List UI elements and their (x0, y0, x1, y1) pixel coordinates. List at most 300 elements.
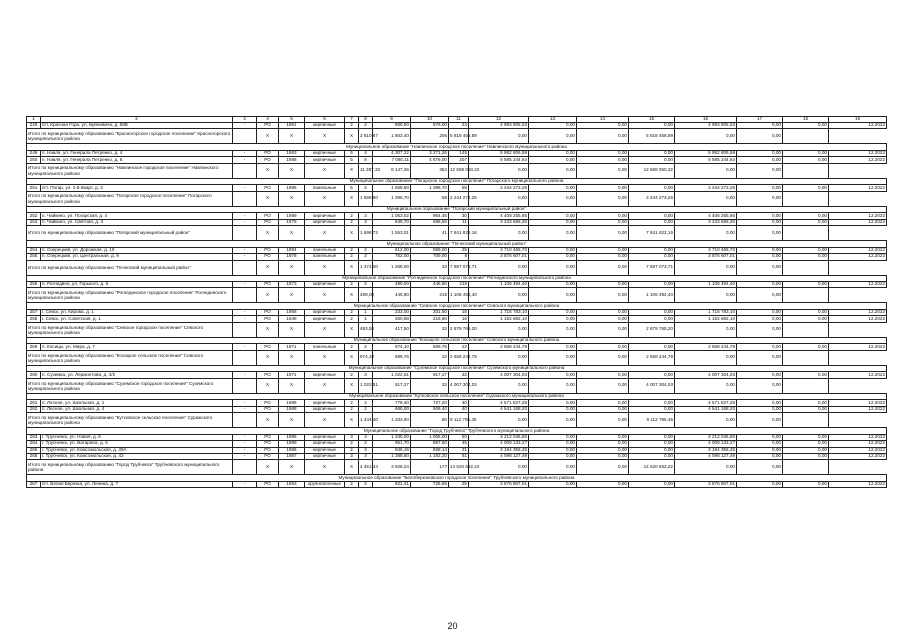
total-cell: 0,00 (577, 260, 629, 275)
table-cell: 1 396,70 (411, 185, 449, 191)
column-number-cell: 13 (529, 117, 577, 123)
table-cell: кирпичные (305, 282, 345, 288)
total-cell (783, 129, 829, 144)
section-title: Муниципальное образование "Навлинское городское поселение" Навлинского муниципального района (27, 144, 887, 151)
address-cell: п. Рогнедино, ул. Горького, д. 6 (41, 282, 233, 288)
total-cell: 352 (411, 163, 449, 178)
total-label: Итого по муниципальному образованию "Косицкое сельское поселение" Севского муниципального района (27, 350, 233, 365)
table-cell: 0,00 (783, 447, 829, 453)
table-cell: 559,00 (411, 247, 449, 253)
total-cell (783, 260, 829, 275)
table-cell: РО (257, 254, 279, 260)
total-cell: 0,00 (737, 378, 783, 393)
table-cell: 252 (27, 213, 41, 219)
section-header-row (27, 206, 887, 213)
total-cell: 33 (411, 260, 449, 275)
total-row (27, 191, 887, 206)
column-number-cell: 17 (737, 117, 783, 123)
table-cell: 606,40 (411, 406, 449, 412)
table-cell: 0,00 (737, 150, 783, 156)
table-cell: 3 433 566,30 (469, 219, 529, 225)
table-cell: 4 541 168,20 (675, 406, 737, 412)
section-title: Муниципальное образование "Почепский муниципальный район" (27, 241, 887, 248)
table-cell: РО (257, 310, 279, 316)
total-cell: X (345, 460, 359, 475)
total-cell: 0,00 (737, 322, 783, 337)
table-cell: РО (257, 400, 279, 406)
table-cell: 1986 (279, 400, 305, 406)
table-cell: 0,00 (577, 316, 629, 322)
total-cell: 0,00 (577, 163, 629, 178)
table-cell: 253 (27, 219, 41, 225)
table-cell: 4 007 304,03 (675, 372, 737, 378)
total-label: Итого по муниципальному образованию "Красногорское городское поселение" Красногорского муниципального района (27, 129, 233, 144)
table-cell: 0,00 (737, 372, 783, 378)
section-header-row (27, 428, 887, 435)
total-cell: 0,00 (577, 226, 629, 241)
table-cell: 0,00 (629, 441, 675, 447)
table-cell: 0,00 (629, 213, 675, 219)
column-number-cell: 19 (829, 117, 887, 123)
table-cell: 0,00 (783, 282, 829, 288)
table-cell: панельные (305, 185, 345, 191)
table-cell: 0,00 (783, 434, 829, 440)
total-cell: X (279, 129, 305, 144)
table-cell: 0,00 (783, 344, 829, 350)
table-cell: 12.2022 (829, 434, 887, 440)
total-cell: 58 (411, 191, 449, 206)
total-cell: 0,00 (737, 288, 783, 303)
table-cell: кирпичные (305, 372, 345, 378)
total-cell: 0,00 (529, 460, 577, 475)
table-cell: 0,00 (577, 400, 629, 406)
table-cell: 260 (27, 372, 41, 378)
table-cell: - (233, 481, 257, 487)
table-cell: 0,00 (783, 254, 829, 260)
total-cell: 8 147,26 (373, 163, 411, 178)
table-cell: 2 (359, 406, 373, 412)
total-cell: X (305, 288, 345, 303)
table-cell: 1 005,00 (411, 434, 449, 440)
table-cell: 0,00 (529, 441, 577, 447)
column-number-cell: 4 (257, 117, 279, 123)
table-cell: 240 (27, 123, 41, 129)
table-cell: 2 (359, 344, 373, 350)
table-cell: панельные (305, 344, 345, 350)
table-cell: 12.2022 (829, 282, 887, 288)
table-cell: РО (257, 219, 279, 225)
total-row (27, 350, 887, 365)
address-cell: п. Чайкино, ул. Светлая, д. 3 (41, 219, 233, 225)
table-cell: 0,00 (577, 310, 629, 316)
total-cell: X (345, 322, 359, 337)
table-cell: - (233, 219, 257, 225)
total-cell: 1 106 494,40 (629, 288, 675, 303)
table-cell: 0,00 (529, 481, 577, 487)
table-cell: кирпичные (305, 447, 345, 453)
total-cell: 0,00 (529, 413, 577, 428)
total-row (27, 129, 887, 144)
column-number-cell: 7 (345, 117, 359, 123)
total-cell: 0,00 (469, 378, 529, 393)
address-cell: г. Севск, ул. Советская, д. 1 (41, 316, 233, 322)
total-cell: X (279, 163, 305, 178)
table-cell: 0,00 (737, 453, 783, 459)
table-cell: 828,14 (411, 447, 449, 453)
address-cell: г. Севск, ул. Кирова, д. 1 (41, 310, 233, 316)
table-cell: 778,40 (373, 400, 411, 406)
table-cell: 0,00 (577, 185, 629, 191)
total-cell (233, 129, 257, 144)
total-label: Итого по муниципальному образованию "Кутковское сельское поселение" Суражского муниципального района (27, 413, 233, 428)
total-cell: 0,00 (577, 378, 629, 393)
table-cell: 0,00 (577, 447, 629, 453)
total-cell: 0,00 (469, 129, 529, 144)
total-cell: 2 658 244,79 (629, 350, 675, 365)
column-number-cell: 9 (373, 117, 411, 123)
table-cell: 262 (27, 406, 41, 412)
table-cell: 0,00 (737, 441, 783, 447)
table-cell: 6 585 244,64 (469, 157, 529, 163)
table-body (27, 117, 887, 488)
table-cell: 1971 (279, 372, 305, 378)
total-cell (233, 226, 257, 241)
table-cell: 31 (449, 447, 469, 453)
table-cell: 964,45 (411, 213, 449, 219)
total-cell: 0,00 (577, 288, 629, 303)
total-cell: 7 841 822,16 (629, 226, 675, 241)
column-number-cell: 16 (675, 117, 737, 123)
table-cell: 2 (345, 372, 359, 378)
section-header-row (27, 144, 887, 151)
column-number-cell: 11 (449, 117, 469, 123)
total-cell: X (305, 129, 345, 144)
total-cell (233, 288, 257, 303)
table-cell: РО (257, 247, 279, 253)
total-cell: 2 244 273,26 (629, 191, 675, 206)
total-cell: 0,00 (675, 378, 737, 393)
table-cell: 3 710 466,70 (675, 247, 737, 253)
table-cell: 0,00 (737, 282, 783, 288)
total-cell: 1 698,72 (359, 226, 373, 241)
table-cell: 2 (345, 213, 359, 219)
table-cell: 2 (345, 406, 359, 412)
total-cell: 32 (411, 322, 449, 337)
table-cell: 24 (449, 123, 469, 129)
table-cell: 726,69 (411, 481, 449, 487)
table-cell: 0,00 (577, 481, 629, 487)
address-cell: п. Лесное, ул. Школьная, д. 1 (41, 400, 233, 406)
table-cell: РО (257, 157, 279, 163)
total-cell: X (257, 378, 279, 393)
table-cell: - (233, 247, 257, 253)
table-cell: РО (257, 406, 279, 412)
total-cell: 9 112 795,45 (449, 413, 469, 428)
table-cell: 0,00 (783, 372, 829, 378)
table-cell: 0,00 (529, 254, 577, 260)
table-cell: - (233, 441, 257, 447)
table-cell: кирпичные (305, 150, 345, 156)
table-cell: 0,00 (629, 372, 675, 378)
table-cell: 207 (449, 157, 469, 163)
total-cell: 41 (411, 226, 449, 241)
total-cell (233, 350, 257, 365)
table-cell: 2 (345, 123, 359, 129)
table-cell: 0,00 (529, 372, 577, 378)
table-cell: 4 098 127,49 (675, 453, 737, 459)
total-cell: X (257, 350, 279, 365)
total-cell: X (345, 260, 359, 275)
total-cell (783, 413, 829, 428)
total-cell: 0,00 (577, 191, 629, 206)
address-cell: п. Чайкино, ул. Погарская, д. 4 (41, 213, 233, 219)
table-cell: 0,00 (577, 441, 629, 447)
section-title: Муниципальное образование "Погарский муниципальный район" (27, 206, 887, 213)
total-cell: X (257, 322, 279, 337)
table-cell: 2 (359, 481, 373, 487)
table-cell: 0,00 (629, 150, 675, 156)
table-cell: 255 (27, 254, 41, 260)
total-row (27, 163, 887, 178)
column-number-cell: 12 (469, 117, 529, 123)
table-cell: 40 (449, 406, 469, 412)
table-cell: 40 (449, 400, 469, 406)
table-cell: 0,00 (737, 185, 783, 191)
total-label: Итого по муниципальному образованию "Рогнединское городское поселение" Рогнединского муниципального района (27, 288, 233, 303)
table-cell: 0,00 (629, 447, 675, 453)
table-cell: 3 (359, 453, 373, 459)
table-cell: 4 408 255,86 (469, 213, 529, 219)
table-cell: 3 184 356,25 (675, 447, 737, 453)
table-cell: 12.2022 (829, 247, 887, 253)
table-cell: кирпичные (305, 219, 345, 225)
table-cell: 2 (345, 254, 359, 260)
total-cell: 0,00 (675, 350, 737, 365)
table-cell: 0,00 (629, 406, 675, 412)
table-cell: 917,27 (411, 372, 449, 378)
column-number-cell: 5 (279, 117, 305, 123)
table-cell: 2 244 273,26 (469, 185, 529, 191)
table-cell: 4 571 627,25 (469, 400, 529, 406)
table-cell: РО (257, 481, 279, 487)
address-cell: п. Озерецкий, ул. Дорожная, д. 19 (41, 247, 233, 253)
total-cell: X (345, 378, 359, 393)
section-header-row (27, 275, 887, 282)
table-cell: 12.2022 (829, 254, 887, 260)
table-cell: 1956 (279, 310, 305, 316)
table-cell: 0,00 (737, 254, 783, 260)
table-cell: 5 982 806,58 (469, 150, 529, 156)
total-cell (783, 226, 829, 241)
table-cell: 674,10 (373, 344, 411, 350)
table-cell: РО (257, 282, 279, 288)
table-cell: 3 876 607,01 (675, 254, 737, 260)
total-cell (233, 460, 257, 475)
total-cell: 7 841 822,16 (449, 226, 469, 241)
table-cell: 0,00 (577, 219, 629, 225)
table-cell: 3 433 566,30 (675, 219, 737, 225)
table-cell: 588,56 (411, 219, 449, 225)
table-cell: 12.2022 (829, 441, 887, 447)
table-cell: 0,00 (629, 344, 675, 350)
table-cell: 0,00 (577, 150, 629, 156)
table-cell: 0,00 (577, 282, 629, 288)
table-cell: 12.2022 (829, 310, 887, 316)
table-cell: - (233, 400, 257, 406)
total-cell: 446,80 (373, 288, 411, 303)
total-cell: 12 568 050,22 (629, 163, 675, 178)
section-title: Муниципальное образование "Суземское городское поселение" Суземского муниципального района (27, 365, 887, 372)
table-cell: 0,00 (529, 185, 577, 191)
table-cell: 8 (359, 157, 373, 163)
table-cell: 12.2022 (829, 185, 887, 191)
table-cell: 589,76 (411, 344, 449, 350)
table-cell: 2 (359, 123, 373, 129)
total-cell: X (257, 226, 279, 241)
table-cell: 2 (345, 481, 359, 487)
table-cell: 4 098 127,49 (469, 453, 529, 459)
total-cell: X (305, 226, 345, 241)
table-cell: 2 (345, 219, 359, 225)
table-cell: 0,00 (577, 406, 629, 412)
table-cell: 0,00 (629, 123, 675, 129)
table-cell: 264 (27, 441, 41, 447)
table-cell: 2 (345, 310, 359, 316)
table-cell: 0,00 (529, 310, 577, 316)
table-cell: 1963 (279, 481, 305, 487)
table-cell: 0,00 (783, 310, 829, 316)
table-cell: 821,41 (373, 481, 411, 487)
table-cell: 201,90 (411, 310, 449, 316)
table-cell: 1 053,02 (373, 213, 411, 219)
total-cell: X (305, 460, 345, 475)
table-cell: 0,00 (629, 247, 675, 253)
table-cell: 1987 (279, 453, 305, 459)
total-cell: 674,10 (359, 350, 373, 365)
table-cell: 4 009 133,27 (469, 441, 529, 447)
table-cell: 250 (27, 157, 41, 163)
total-cell: X (279, 378, 305, 393)
column-number-cell: 14 (577, 117, 629, 123)
table-cell: 30 (449, 213, 469, 219)
table-cell: 12.2022 (829, 372, 887, 378)
table-cell: 446,80 (411, 282, 449, 288)
table-cell: панельные (305, 247, 345, 253)
table-cell: 1978 (279, 254, 305, 260)
table-cell: 0,00 (577, 247, 629, 253)
total-cell: 2 244 273,26 (449, 191, 469, 206)
table-cell: 0,00 (737, 344, 783, 350)
table-cell: 12.2022 (829, 157, 887, 163)
table-cell: 3 876 607,01 (469, 481, 529, 487)
table-cell: 0,00 (737, 447, 783, 453)
total-cell (783, 288, 829, 303)
total-cell (783, 350, 829, 365)
table-cell: 12.2022 (829, 406, 887, 412)
table-cell: панельные (305, 254, 345, 260)
table-cell: 2 658 244,79 (675, 344, 737, 350)
table-cell: 0,00 (737, 213, 783, 219)
table-cell: кирпичные (305, 157, 345, 163)
table-cell: 12.2022 (829, 453, 887, 459)
table-cell: 0,00 (577, 123, 629, 129)
table-cell: 1988 (279, 157, 305, 163)
table-cell: 16 (449, 316, 469, 322)
section-title: Муниципальное образование "Кутковское сельское поселение" Суражского муниципального района (27, 393, 887, 400)
table-cell: кирпичные (305, 406, 345, 412)
table-cell: 3 (359, 213, 373, 219)
total-cell: X (279, 226, 305, 241)
table-cell: 16 (449, 310, 469, 316)
table-cell: кирпичные (305, 316, 345, 322)
table-cell: 1988 (279, 406, 305, 412)
section-header-row (27, 393, 887, 400)
table-cell: 12.2022 (829, 400, 887, 406)
table-cell: - (233, 282, 257, 288)
total-cell: X (345, 129, 359, 144)
address-cell: пгт. Белая Березка, ул. Ленина, д. 7 (41, 481, 233, 487)
table-cell: 50 (449, 434, 469, 440)
table-cell: 4 408 255,86 (675, 213, 737, 219)
table-cell: кирпичные (305, 434, 345, 440)
total-cell: 0,00 (469, 226, 529, 241)
table-cell: 2 (359, 247, 373, 253)
table-cell: 0,00 (529, 150, 577, 156)
table-cell: - (233, 453, 257, 459)
table-cell: 260,58 (373, 316, 411, 322)
table-cell: 2 (345, 441, 359, 447)
table-cell: 12.2022 (829, 219, 887, 225)
table-cell: 249 (27, 150, 41, 156)
total-row (27, 460, 887, 475)
total-cell: 0,00 (469, 322, 529, 337)
table-cell: 676,00 (411, 123, 449, 129)
table-cell: 0,00 (783, 185, 829, 191)
total-cell: 0,00 (529, 163, 577, 178)
table-cell: 12.2022 (829, 150, 887, 156)
table-cell: 0,00 (577, 344, 629, 350)
table-cell: 1 162 982,10 (675, 316, 737, 322)
total-row (27, 260, 887, 275)
table-cell: 6 585 244,64 (675, 157, 737, 163)
total-cell: 1 553,01 (373, 226, 411, 241)
table-cell: 3 184 356,25 (469, 447, 529, 453)
table-cell: 0,00 (629, 310, 675, 316)
table-cell: 0,00 (737, 157, 783, 163)
table-cell: 12.2022 (829, 447, 887, 453)
total-cell: 0,00 (675, 191, 737, 206)
table-cell: 251 (27, 185, 41, 191)
column-number-cell: 2 (41, 117, 233, 123)
total-label: Итого по муниципальному образованию "Навлинское городское поселение" Навлинского муниципального района (27, 163, 233, 178)
repair-register-table (26, 116, 887, 488)
table-cell: 263 (27, 434, 41, 440)
total-cell: X (257, 260, 279, 275)
table-cell: 4 009 133,27 (675, 441, 737, 447)
address-cell: г. Трубчевск, ул. Комсомольская, д. 39А (41, 447, 233, 453)
table-cell: 0,00 (629, 254, 675, 260)
total-cell: 3 926,24 (373, 460, 411, 475)
table-cell: 0,00 (737, 123, 783, 129)
total-cell: 0,00 (577, 413, 629, 428)
total-cell: 0,00 (675, 163, 737, 178)
table-cell: 0,00 (737, 434, 783, 440)
table-cell: 4 307,22 (373, 150, 411, 156)
total-cell: X (345, 413, 359, 428)
table-cell: РО (257, 213, 279, 219)
table-cell: 3 876 607,01 (675, 481, 737, 487)
table-cell: 1996 (279, 185, 305, 191)
